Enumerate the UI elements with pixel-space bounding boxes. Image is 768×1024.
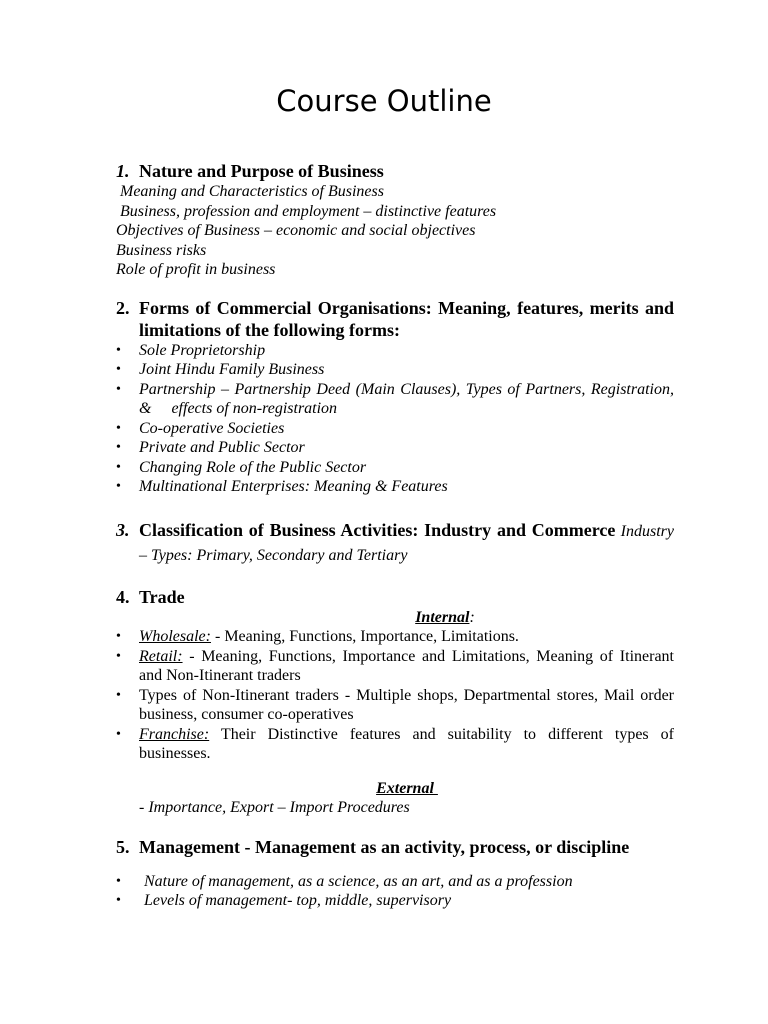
section-title: Nature and Purpose of Business — [139, 161, 384, 181]
section-5 — [116, 836, 674, 911]
term-label: Retail: — [139, 647, 183, 665]
bullet-icon: • — [116, 440, 121, 455]
section-title: Classification of Business Activities: Industry and Commerce — [139, 519, 616, 540]
list-item — [116, 725, 674, 764]
section-3 — [116, 519, 674, 567]
list-item: • Joint Hindu Family Business — [116, 361, 325, 378]
bullet-icon: • — [116, 381, 121, 397]
section-4 — [116, 586, 674, 818]
section-number: 1. — [116, 161, 130, 181]
bullet-icon: • — [116, 893, 121, 908]
bullet-icon: • — [116, 459, 121, 475]
section-2-heading — [116, 297, 674, 341]
section-4-heading — [116, 586, 674, 608]
bullet-icon: • — [116, 726, 121, 742]
topic-line: Business risks — [116, 241, 207, 259]
list-item — [116, 627, 674, 647]
topic-line: Objectives of Business – economic and social objectives — [116, 222, 476, 239]
section-1 — [116, 160, 674, 280]
term-text: - Meaning, Functions, Importance and Limitations, Meaning of Itinerant and Non-Itinerant traders — [139, 647, 674, 684]
term-label: Wholesale: — [139, 628, 211, 645]
section-number: 5. — [116, 836, 130, 857]
term-label: Franchise: — [139, 725, 210, 743]
list-item: • Sole Proprietorship — [116, 341, 266, 359]
section-number: 4. — [116, 586, 130, 607]
bullet-icon: • — [116, 420, 121, 436]
topic-line: Business, profession and employment – distinctive features — [116, 202, 497, 220]
external-label: External — [376, 779, 438, 797]
list-item: • Levels of management- top, middle, supervisory — [116, 892, 452, 909]
internal-label: Internal — [415, 608, 470, 626]
bullet-icon: • — [116, 362, 121, 377]
section-3-heading — [116, 519, 674, 567]
section-2 — [116, 297, 674, 497]
section-number: 2. — [116, 297, 130, 318]
list-item — [116, 686, 674, 725]
internal-subheading — [116, 608, 674, 628]
list-item: • Nature of management, as a science, as an art, and as a profession — [116, 872, 573, 890]
section-1-heading — [116, 160, 674, 182]
section-title: Forms of Commercial Organisations: Meaning, features, merits and limitations of the following forms: — [139, 297, 674, 340]
section-title: Management - Management as an activity, process, or discipline — [139, 836, 630, 857]
section-title: Trade — [139, 586, 185, 607]
list-item: • Partnership – Partnership Deed (Main Clauses), Types of Partners, Registration, & effects of non-registration — [116, 380, 674, 417]
external-subheading — [116, 779, 674, 799]
forms-list — [116, 341, 674, 497]
bullet-icon: • — [116, 687, 121, 703]
list-item: • Multinational Enterprises: Meaning & Features — [116, 478, 448, 495]
internal-colon: : — [469, 608, 475, 626]
term-text: - Meaning, Functions, Importance, Limitations. — [210, 628, 519, 645]
management-list — [116, 872, 674, 911]
term-text: Types of Non-Itinerant traders - Multiple shops, Departmental stores, Mail order business, consumer co-operatives — [139, 686, 674, 723]
bullet-icon: • — [116, 648, 121, 664]
topic-line: Role of profit in business — [116, 261, 276, 278]
bullet-icon: • — [116, 629, 121, 644]
bullet-icon: • — [116, 479, 121, 494]
list-item: • Co-operative Societies — [116, 419, 285, 437]
external-text: - Importance, Export – Import Procedures — [139, 799, 410, 816]
trade-list — [116, 627, 674, 764]
bullet-icon: • — [116, 342, 121, 358]
term-text: Their Distinctive features and suitability to different types of businesses. — [139, 725, 674, 762]
list-item — [116, 647, 674, 686]
list-item: • Private and Public Sector — [116, 439, 305, 456]
section-subtitle: Industry – Types: Primary, Secondary and Tertiary — [139, 522, 675, 564]
section-5-heading — [116, 836, 674, 858]
list-item: • Changing Role of the Public Sector — [116, 458, 367, 476]
section-number: 3. — [116, 519, 130, 540]
bullet-icon: • — [116, 873, 121, 889]
page-title: Course Outline — [276, 84, 492, 118]
course-outline — [116, 160, 674, 911]
topic-line: Meaning and Characteristics of Business — [116, 183, 384, 200]
